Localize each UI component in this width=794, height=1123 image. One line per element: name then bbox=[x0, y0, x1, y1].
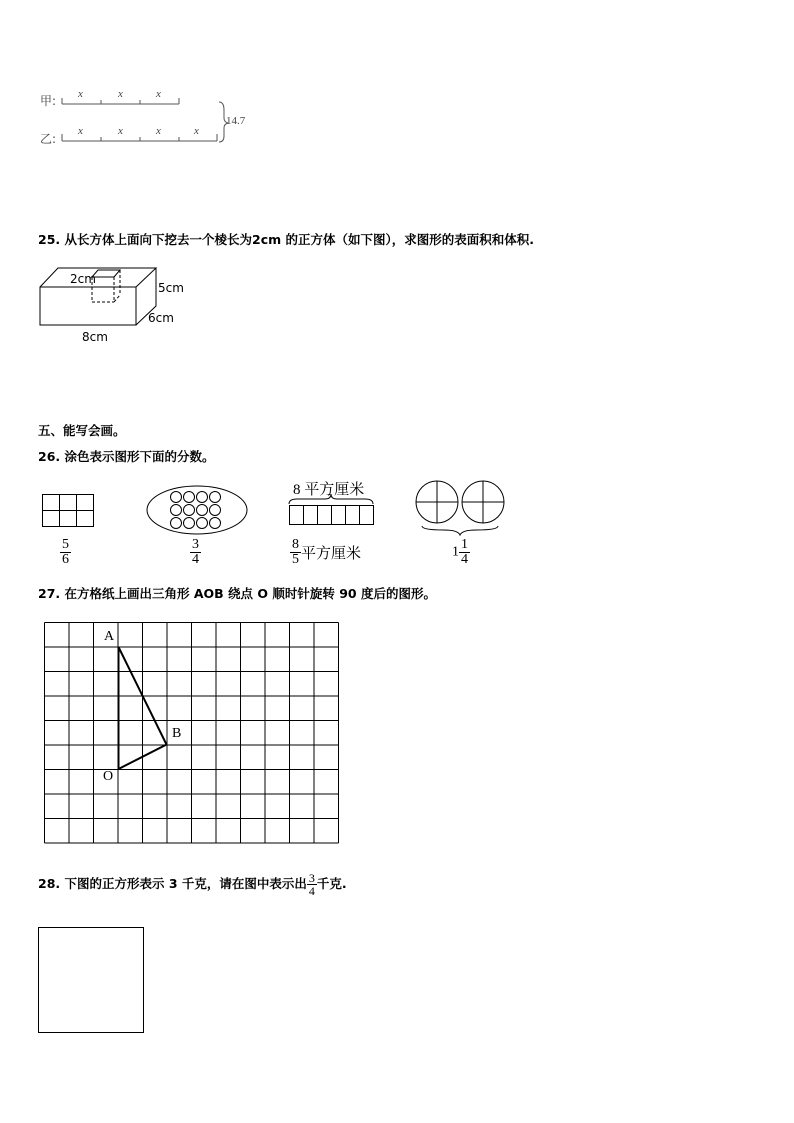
question-text: 下图的正方形表示 3 千克，请在图中表示出 bbox=[64, 876, 307, 891]
question-text-end: 千克. bbox=[316, 876, 347, 891]
denominator: 4 bbox=[308, 884, 315, 898]
denominator: 5 bbox=[292, 552, 299, 567]
cuboid-drawing bbox=[36, 260, 196, 350]
fraction-8-5-sqcm bbox=[290, 538, 361, 567]
yi-label: 乙: bbox=[40, 132, 57, 146]
question-number: 27. bbox=[38, 586, 61, 601]
grid-paper[interactable] bbox=[44, 622, 342, 846]
question-number: 25. bbox=[38, 232, 61, 247]
grid-rectangle-figure[interactable] bbox=[42, 494, 96, 530]
cuboid-figure bbox=[36, 260, 196, 350]
question-27 bbox=[38, 584, 436, 602]
question-text: 从长方体上面向下挖去一个棱长为2cm 的正方体（如下图），求图形的表面积和体积. bbox=[64, 232, 534, 247]
mixed-fraction-1-1-4 bbox=[452, 538, 470, 567]
ellipse-circles-figure[interactable] bbox=[146, 484, 248, 536]
denominator: 4 bbox=[192, 552, 199, 567]
total-label: 14.7 bbox=[226, 115, 246, 127]
point-a-label: A bbox=[104, 629, 115, 644]
square-3kg[interactable] bbox=[38, 927, 144, 1033]
numerator: 3 bbox=[308, 871, 315, 885]
point-o-label: O bbox=[103, 769, 114, 784]
jia-label: 甲: bbox=[40, 94, 57, 108]
q24-diagram bbox=[36, 82, 296, 152]
question-25 bbox=[38, 230, 534, 248]
question-number: 28. bbox=[38, 876, 61, 891]
point-b-label: B bbox=[172, 726, 182, 741]
denominator: 4 bbox=[461, 552, 468, 567]
area-label: 8 平方厘米 bbox=[293, 482, 365, 498]
fraction-3-4 bbox=[190, 538, 201, 567]
question-text: 在方格纸上画出三角形 AOB 绕点 O 顺时针旋转 90 度后的图形。 bbox=[64, 586, 436, 601]
x-mark: x bbox=[118, 125, 123, 137]
x-mark: x bbox=[156, 125, 161, 137]
unit-label: 平方厘米 bbox=[301, 546, 362, 562]
question-26 bbox=[38, 447, 215, 465]
fraction-5-6 bbox=[60, 538, 71, 567]
numerator: 8 bbox=[292, 537, 299, 552]
height-label: 5cm bbox=[158, 281, 184, 295]
cube-edge-label: 2cm bbox=[70, 272, 96, 286]
question-text: 涂色表示图形下面的分数。 bbox=[64, 449, 215, 464]
fraction-3-4 bbox=[307, 872, 317, 897]
numerator: 3 bbox=[192, 537, 199, 552]
numerator: 1 bbox=[461, 537, 468, 552]
section-5-title: 五、能写会画。 bbox=[38, 423, 126, 438]
x-mark: x bbox=[118, 88, 123, 100]
two-circles-figure[interactable] bbox=[414, 480, 508, 536]
question-28 bbox=[38, 872, 347, 897]
segment-lines bbox=[36, 82, 296, 152]
whole-part: 1 bbox=[452, 544, 459, 560]
denominator: 6 bbox=[62, 552, 69, 567]
strip-figure[interactable] bbox=[287, 494, 377, 532]
numerator: 5 bbox=[62, 537, 69, 552]
x-mark: x bbox=[78, 88, 83, 100]
depth-label: 6cm bbox=[148, 311, 174, 325]
length-label: 8cm bbox=[82, 330, 108, 344]
x-mark: x bbox=[156, 88, 161, 100]
question-number: 26. bbox=[38, 449, 61, 464]
x-mark: x bbox=[194, 125, 199, 137]
x-mark: x bbox=[78, 125, 83, 137]
